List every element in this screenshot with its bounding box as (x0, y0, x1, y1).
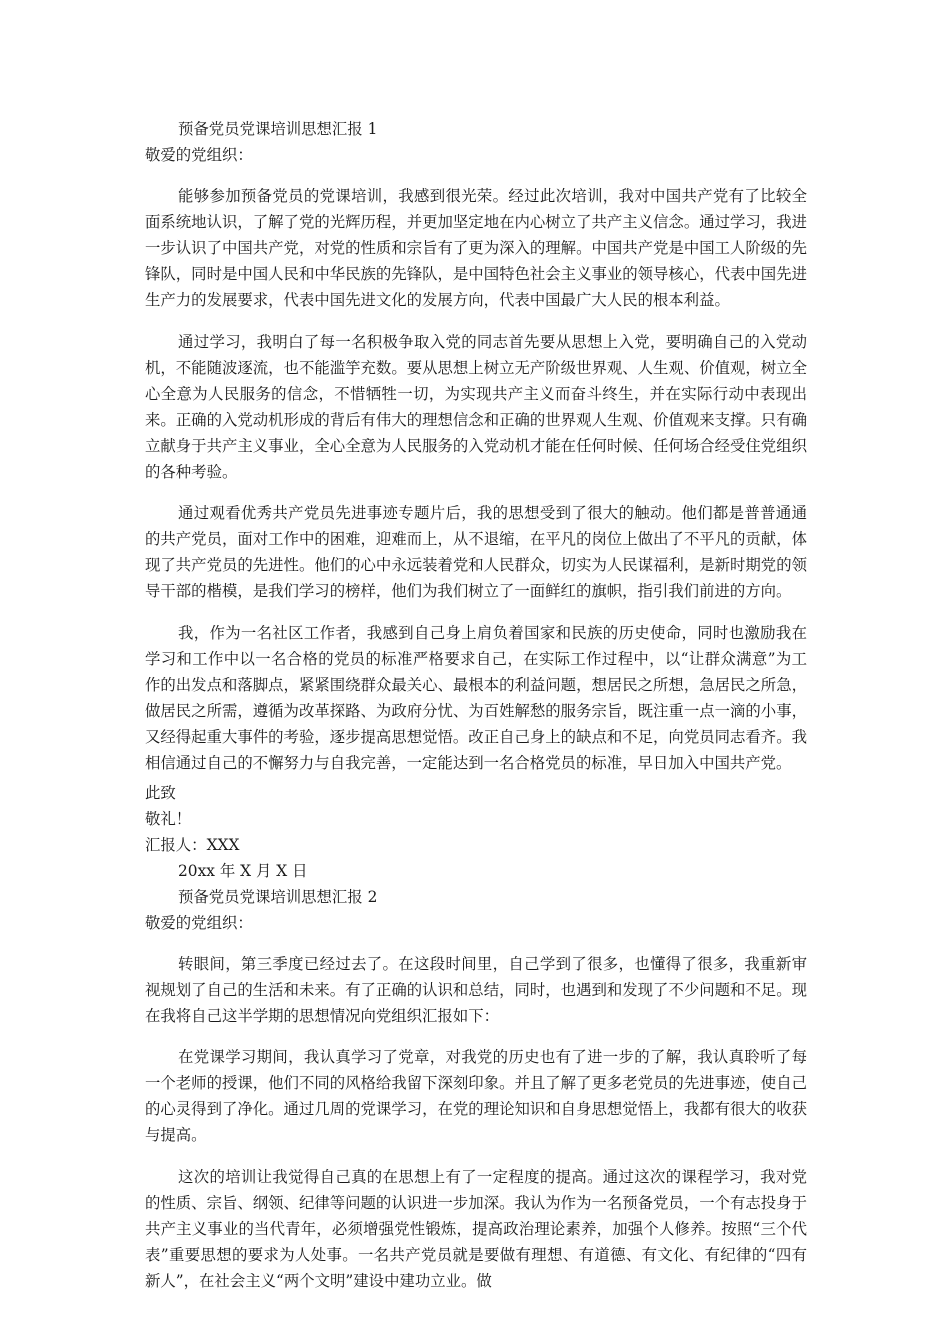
report-1-reporter: 汇报人：XXX (145, 835, 240, 854)
report-1-paragraph-2: 通过学习，我明白了每一名积极争取入党的同志首先要从思想上入党，要明确自己的入党动机，不能随波逐流，也不能滥竽充数。要从思想上树立无产阶级世界观、人生观、价值观，树立全心全意为人民服务的信念，不惜牺牲一切，为实现共产主义而奋斗终生，并在实际行动中表现出来。正确的入党动机形成的背后有伟大的理想信念和正确的世界观人生观、价值观来支撑。只有确立献身于共产主义事业，全心全意为人民服务的入党动机才能在任何时候、任何场合经受住党组织的各种考验。 (145, 332, 807, 481)
report-1-salutation: 敬爱的党组织： (145, 146, 253, 164)
document-body (145, 116, 807, 1298)
report-1-closing-2: 敬礼！ (145, 809, 192, 828)
report-2-title: 预备党员党课培训思想汇报 2 (178, 887, 378, 906)
report-1-date: 20xx 年 X 月 X 日 (178, 861, 308, 880)
report-1-paragraph-1: 能够参加预备党员的党课培训，我感到很光荣。经过此次培训，我对中国共产党有了比较全面系统地认识，了解了党的光辉历程，并更加坚定地在内心树立了共产主义信念。通过学习，我进一步认识了中国共产党，对党的性质和宗旨有了更为深入的理解。中国共产党是中国工人阶级的先锋队，同时是中国人民和中华民族的先锋队，是中国特色社会主义事业的领导核心，代表中国先进生产力的发展要求，代表中国先进文化的发展方向，代表中国最广大人民的根本利益。 (145, 187, 807, 310)
report-1-paragraph-3: 通过观看优秀共产党员先进事迹专题片后，我的思想受到了很大的触动。他们都是普普通通的共产党员，面对工作中的困难，迎难而上，从不退缩，在平凡的岗位上做出了不平凡的贡献，体现了共产党员的先进性。他们的心中永远装着党和人民群众，切实为人民谋福利，是新时期党的领导干部的楷模，是我们学习的榜样，他们为我们树立了一面鲜红的旗帜，指引我们前进的方向。 (145, 504, 807, 601)
report-1-paragraph-4: 我，作为一名社区工作者，我感到自己身上肩负着国家和民族的历史使命，同时也激励我在学习和工作中以一名合格的党员的标准严格要求自己，在实际工作过程中，以“让群众满意”为工作的出发点和落脚点，紧紧围绕群众最关心、最根本的利益问题，想居民之所想，急居民之所急，做居民之所需，遵循为改革探路、为政府分忧、为百姓解愁的服务宗旨，既注重一点一滴的小事，又经得起重大事件的考验，逐步提高思想觉悟。改正自己身上的缺点和不足，向党员同志看齐。我相信通过自己的不懈努力与自我完善，一定能达到一名合格党员的标准，早日加入中国共产党。 (145, 623, 807, 772)
report-2-paragraph-3: 这次的培训让我觉得自己真的在思想上有了一定程度的提高。通过这次的课程学习，我对党的性质、宗旨、纲领、纪律等问题的认识进一步加深。我认为作为一名预备党员，一个有志投身于共产主义事业的当代青年，必须增强党性锻炼，提高政治理论素养，加强个人修养。按照“三个代表”重要思想的要求为人处事。一名共产党员就是要做有理想、有道德、有文化、有纪律的“四有新人”，在社会主义“两个文明”建设中建功立业。做 (145, 1167, 807, 1290)
report-1-title: 预备党员党课培训思想汇报 1 (178, 120, 378, 138)
report-2-paragraph-1: 转眼间，第三季度已经过去了。在这段时间里，自己学到了很多，也懂得了很多，我重新审视规划了自己的生活和未来。有了正确的认识和总结，同时，也遇到和发现了不少问题和不足。现在我将自己这半学期的思想情况向党组织汇报如下： (145, 954, 807, 1025)
report-2-paragraph-2: 在党课学习期间，我认真学习了党章，对我党的历史也有了进一步的了解，我认真聆听了每一个老师的授课，他们不同的风格给我留下深刻印象。并且了解了更多老党员的先进事迹，使自己的心灵得到了净化。通过几周的党课学习，在党的理论知识和自身思想觉悟上，我都有很大的收获与提高。 (145, 1048, 807, 1145)
report-2-salutation: 敬爱的党组织： (145, 913, 253, 932)
report-1-closing-1: 此致 (145, 783, 176, 802)
